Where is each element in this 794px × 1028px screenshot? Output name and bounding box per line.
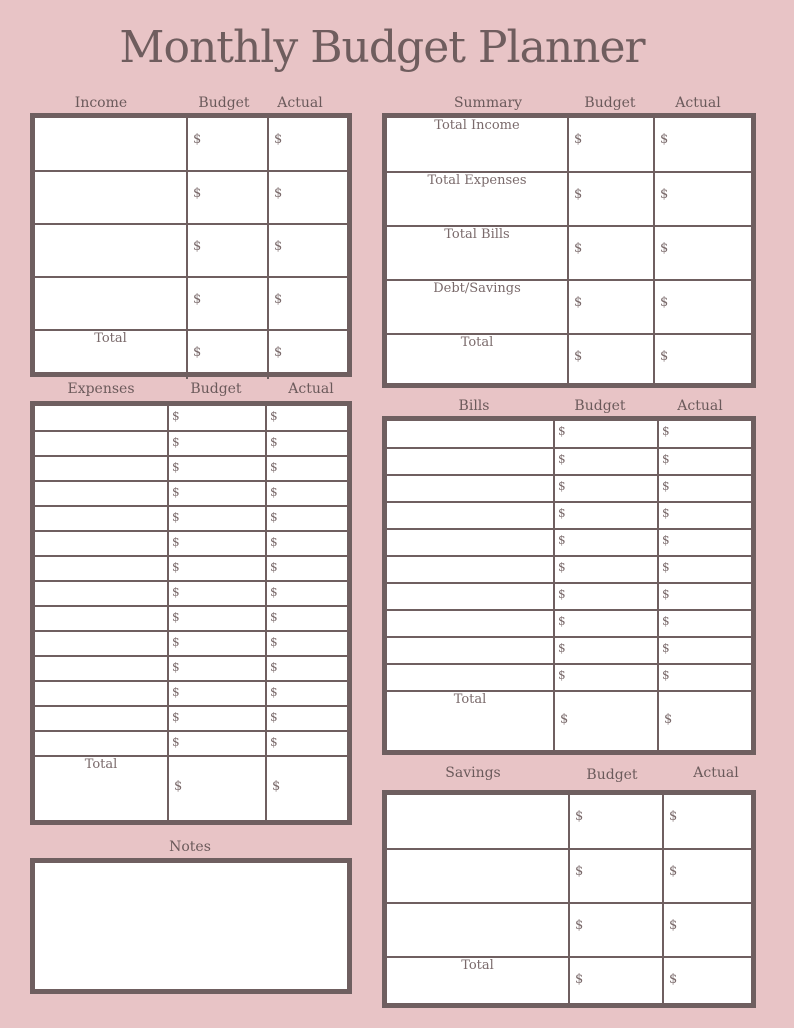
- bills-header: Bills: [458, 398, 490, 414]
- expenses-budget-cell[interactable]: [168, 531, 266, 556]
- expenses-actual-cell[interactable]: [266, 656, 347, 681]
- currency-symbol: $: [274, 186, 283, 201]
- savings-table: [382, 790, 756, 1008]
- currency-symbol: $: [270, 535, 278, 549]
- income-budget-header: Budget: [198, 95, 250, 111]
- bills-row: [387, 583, 751, 610]
- expenses-item-cell[interactable]: [35, 481, 168, 506]
- expenses-budget-cell[interactable]: [168, 481, 266, 506]
- income-item-cell[interactable]: [35, 224, 187, 277]
- expenses-actual-cell[interactable]: [266, 456, 347, 481]
- currency-symbol: $: [270, 409, 278, 423]
- bills-item-cell[interactable]: [387, 448, 554, 475]
- currency-symbol: $: [270, 635, 278, 649]
- bills-item-cell[interactable]: [387, 529, 554, 556]
- expenses-item-cell[interactable]: [35, 681, 168, 706]
- expenses-row: [35, 606, 347, 631]
- savings-actual-header: Actual: [693, 765, 739, 781]
- expenses-budget-cell[interactable]: [168, 606, 266, 631]
- bills-total-label: Total: [387, 691, 554, 753]
- currency-symbol: $: [662, 533, 670, 547]
- summary-budget-cell[interactable]: [568, 118, 654, 172]
- summary-actual-cell[interactable]: [654, 280, 751, 334]
- currency-symbol: $: [575, 918, 584, 933]
- currency-symbol: $: [662, 424, 670, 438]
- expenses-budget-cell[interactable]: [168, 456, 266, 481]
- savings-actual-cell[interactable]: [663, 795, 751, 849]
- currency-symbol: $: [270, 585, 278, 599]
- savings-actual-cell[interactable]: [663, 849, 751, 903]
- bills-actual-cell[interactable]: [658, 610, 751, 637]
- currency-symbol: $: [574, 241, 583, 256]
- currency-symbol: $: [662, 668, 670, 682]
- currency-symbol: $: [172, 409, 180, 423]
- summary-total-row: [387, 334, 751, 384]
- notes-box[interactable]: [30, 858, 352, 994]
- income-item-cell[interactable]: [35, 277, 187, 330]
- expenses-table: [30, 401, 352, 825]
- currency-symbol: $: [172, 535, 180, 549]
- page-title: Monthly Budget Planner: [119, 22, 645, 73]
- savings-header: Savings: [445, 765, 501, 781]
- savings-budget-cell[interactable]: [569, 903, 663, 957]
- expenses-row: [35, 581, 347, 606]
- currency-symbol: $: [662, 587, 670, 601]
- bills-item-cell[interactable]: [387, 421, 554, 448]
- currency-symbol: $: [558, 614, 566, 628]
- currency-symbol: $: [575, 864, 584, 879]
- bills-budget-cell[interactable]: [554, 610, 658, 637]
- income-budget-cell[interactable]: [187, 224, 268, 277]
- currency-symbol: $: [270, 735, 278, 749]
- currency-symbol: $: [664, 712, 673, 727]
- summary-budget-cell[interactable]: [568, 226, 654, 280]
- savings-actual-cell[interactable]: [663, 903, 751, 957]
- summary-row: [387, 226, 751, 280]
- currency-symbol: $: [172, 585, 180, 599]
- expenses-item-cell[interactable]: [35, 731, 168, 756]
- currency-symbol: $: [660, 187, 669, 202]
- currency-symbol: $: [274, 345, 283, 360]
- income-total-budget-cell[interactable]: [187, 330, 268, 379]
- currency-symbol: $: [172, 510, 180, 524]
- summary-actual-header: Actual: [675, 95, 721, 111]
- bills-item-cell[interactable]: [387, 637, 554, 664]
- savings-budget-header: Budget: [586, 767, 638, 783]
- bills-budget-header: Budget: [574, 398, 626, 414]
- bills-budget-cell[interactable]: [554, 448, 658, 475]
- currency-symbol: $: [560, 712, 569, 727]
- expenses-budget-cell[interactable]: [168, 506, 266, 531]
- summary-total-actual-cell[interactable]: [654, 334, 751, 384]
- currency-symbol: $: [669, 864, 678, 879]
- expenses-item-cell[interactable]: [35, 506, 168, 531]
- expenses-row: [35, 681, 347, 706]
- expenses-row: [35, 406, 347, 431]
- summary-row: [387, 172, 751, 226]
- expenses-row: [35, 481, 347, 506]
- expenses-actual-cell[interactable]: [266, 431, 347, 456]
- expenses-actual-cell[interactable]: [266, 506, 347, 531]
- income-actual-cell[interactable]: [268, 118, 347, 171]
- income-budget-cell[interactable]: [187, 171, 268, 224]
- currency-symbol: $: [662, 614, 670, 628]
- summary-item-cell: Total Expenses: [387, 172, 568, 226]
- income-header: Income: [74, 95, 128, 111]
- currency-symbol: $: [660, 349, 669, 364]
- bills-actual-cell[interactable]: [658, 448, 751, 475]
- bills-budget-cell[interactable]: [554, 475, 658, 502]
- savings-total-budget-cell[interactable]: [569, 957, 663, 1003]
- expenses-actual-cell[interactable]: [266, 681, 347, 706]
- currency-symbol: $: [662, 560, 670, 574]
- bills-actual-cell[interactable]: [658, 529, 751, 556]
- savings-item-cell[interactable]: [387, 849, 569, 903]
- summary-actual-cell[interactable]: [654, 226, 751, 280]
- expenses-budget-cell[interactable]: [168, 631, 266, 656]
- bills-item-cell[interactable]: [387, 583, 554, 610]
- summary-header: Summary: [453, 95, 523, 111]
- summary-row: [387, 118, 751, 172]
- bills-actual-cell[interactable]: [658, 475, 751, 502]
- savings-row: [387, 903, 751, 957]
- expenses-row: [35, 431, 347, 456]
- currency-symbol: $: [270, 560, 278, 574]
- currency-symbol: $: [270, 660, 278, 674]
- currency-symbol: $: [662, 641, 670, 655]
- expenses-budget-cell[interactable]: [168, 681, 266, 706]
- currency-symbol: $: [172, 635, 180, 649]
- expenses-actual-cell[interactable]: [266, 581, 347, 606]
- savings-total-actual-cell[interactable]: [663, 957, 751, 1003]
- expenses-total-label: Total: [35, 756, 168, 820]
- bills-item-cell[interactable]: [387, 610, 554, 637]
- currency-symbol: $: [660, 295, 669, 310]
- summary-total-label: Total: [387, 334, 568, 384]
- currency-symbol: $: [270, 435, 278, 449]
- expenses-actual-cell[interactable]: [266, 481, 347, 506]
- currency-symbol: $: [172, 560, 180, 574]
- currency-symbol: $: [558, 668, 566, 682]
- savings-total-row: [387, 957, 751, 1003]
- currency-symbol: $: [662, 506, 670, 520]
- bills-budget-cell[interactable]: [554, 529, 658, 556]
- income-item-cell[interactable]: [35, 171, 187, 224]
- savings-budget-cell[interactable]: [569, 795, 663, 849]
- income-row: [35, 277, 347, 330]
- currency-symbol: $: [669, 972, 678, 987]
- savings-row: [387, 795, 751, 849]
- income-total-actual-cell[interactable]: [268, 330, 347, 379]
- summary-table: [382, 113, 756, 388]
- bills-row: [387, 637, 751, 664]
- bills-item-cell[interactable]: [387, 556, 554, 583]
- currency-symbol: $: [172, 460, 180, 474]
- income-total-row: [35, 330, 347, 379]
- income-budget-cell[interactable]: [187, 118, 268, 171]
- expenses-actual-cell[interactable]: [266, 631, 347, 656]
- bills-row: [387, 556, 751, 583]
- bills-actual-cell[interactable]: [658, 637, 751, 664]
- expenses-actual-cell[interactable]: [266, 556, 347, 581]
- bills-row: [387, 502, 751, 529]
- bills-row: [387, 448, 751, 475]
- savings-budget-cell[interactable]: [569, 849, 663, 903]
- expenses-item-cell[interactable]: [35, 631, 168, 656]
- bills-total-row: [387, 691, 751, 753]
- bills-table: [382, 416, 756, 755]
- income-actual-cell[interactable]: [268, 224, 347, 277]
- currency-symbol: $: [270, 685, 278, 699]
- expenses-budget-cell[interactable]: [168, 706, 266, 731]
- bills-budget-cell[interactable]: [554, 664, 658, 691]
- expenses-total-actual-cell[interactable]: [266, 756, 347, 820]
- savings-row: [387, 849, 751, 903]
- summary-budget-header: Budget: [584, 95, 636, 111]
- bills-budget-cell[interactable]: [554, 556, 658, 583]
- currency-symbol: $: [558, 533, 566, 547]
- currency-symbol: $: [662, 479, 670, 493]
- bills-item-cell[interactable]: [387, 502, 554, 529]
- currency-symbol: $: [574, 349, 583, 364]
- currency-symbol: $: [575, 809, 584, 824]
- expenses-budget-cell[interactable]: [168, 581, 266, 606]
- currency-symbol: $: [558, 641, 566, 655]
- currency-symbol: $: [274, 292, 283, 307]
- currency-symbol: $: [272, 779, 281, 794]
- currency-symbol: $: [193, 292, 202, 307]
- income-item-cell[interactable]: [35, 118, 187, 171]
- expenses-budget-cell[interactable]: [168, 556, 266, 581]
- summary-item-cell: Debt/Savings: [387, 280, 568, 334]
- currency-symbol: $: [574, 132, 583, 147]
- bills-actual-header: Actual: [677, 398, 723, 414]
- currency-symbol: $: [660, 132, 669, 147]
- bills-total-budget-cell[interactable]: [554, 691, 658, 753]
- expenses-row: [35, 531, 347, 556]
- expenses-row: [35, 706, 347, 731]
- bills-budget-cell[interactable]: [554, 637, 658, 664]
- savings-total-label: Total: [387, 957, 569, 1003]
- currency-symbol: $: [270, 710, 278, 724]
- expenses-total-row: [35, 756, 347, 820]
- expenses-item-cell[interactable]: [35, 706, 168, 731]
- bills-row: [387, 664, 751, 691]
- currency-symbol: $: [270, 610, 278, 624]
- expenses-row: [35, 656, 347, 681]
- income-total-label: Total: [35, 330, 187, 379]
- expenses-budget-cell[interactable]: [168, 406, 266, 431]
- currency-symbol: $: [558, 587, 566, 601]
- expenses-actual-cell[interactable]: [266, 706, 347, 731]
- currency-symbol: $: [270, 510, 278, 524]
- expenses-actual-cell[interactable]: [266, 406, 347, 431]
- expenses-actual-header: Actual: [288, 381, 334, 397]
- bills-row: [387, 610, 751, 637]
- currency-symbol: $: [270, 485, 278, 499]
- expenses-header: Expenses: [67, 381, 135, 397]
- bills-row: [387, 475, 751, 502]
- currency-symbol: $: [172, 435, 180, 449]
- summary-item-cell: Total Bills: [387, 226, 568, 280]
- expenses-item-cell[interactable]: [35, 606, 168, 631]
- currency-symbol: $: [574, 187, 583, 202]
- summary-row: [387, 280, 751, 334]
- expenses-budget-cell[interactable]: [168, 431, 266, 456]
- bills-row: [387, 421, 751, 448]
- expenses-row: [35, 456, 347, 481]
- currency-symbol: $: [193, 132, 202, 147]
- bills-actual-cell[interactable]: [658, 583, 751, 610]
- currency-symbol: $: [270, 460, 278, 474]
- savings-item-cell[interactable]: [387, 903, 569, 957]
- expenses-actual-cell[interactable]: [266, 606, 347, 631]
- expenses-row: [35, 631, 347, 656]
- currency-symbol: $: [558, 506, 566, 520]
- income-actual-header: Actual: [277, 95, 323, 111]
- bills-item-cell[interactable]: [387, 664, 554, 691]
- currency-symbol: $: [669, 809, 678, 824]
- income-actual-cell[interactable]: [268, 171, 347, 224]
- bills-actual-cell[interactable]: [658, 421, 751, 448]
- expenses-budget-cell[interactable]: [168, 731, 266, 756]
- currency-symbol: $: [660, 241, 669, 256]
- currency-symbol: $: [558, 560, 566, 574]
- summary-total-budget-cell[interactable]: [568, 334, 654, 384]
- currency-symbol: $: [274, 239, 283, 254]
- expenses-item-cell[interactable]: [35, 431, 168, 456]
- notes-header: Notes: [169, 839, 211, 855]
- currency-symbol: $: [172, 485, 180, 499]
- income-row: [35, 118, 347, 171]
- currency-symbol: $: [558, 424, 566, 438]
- bills-row: [387, 529, 751, 556]
- currency-symbol: $: [662, 452, 670, 466]
- currency-symbol: $: [172, 735, 180, 749]
- bills-actual-cell[interactable]: [658, 556, 751, 583]
- expenses-actual-cell[interactable]: [266, 731, 347, 756]
- summary-budget-cell[interactable]: [568, 280, 654, 334]
- currency-symbol: $: [558, 452, 566, 466]
- currency-symbol: $: [193, 345, 202, 360]
- bills-total-actual-cell[interactable]: [658, 691, 751, 753]
- currency-symbol: $: [193, 239, 202, 254]
- expenses-item-cell[interactable]: [35, 581, 168, 606]
- currency-symbol: $: [172, 685, 180, 699]
- summary-item-cell: Total Income: [387, 118, 568, 172]
- bills-actual-cell[interactable]: [658, 664, 751, 691]
- income-actual-cell[interactable]: [268, 277, 347, 330]
- bills-budget-cell[interactable]: [554, 502, 658, 529]
- currency-symbol: $: [274, 132, 283, 147]
- bills-budget-cell[interactable]: [554, 421, 658, 448]
- expenses-item-cell[interactable]: [35, 556, 168, 581]
- expenses-actual-cell[interactable]: [266, 531, 347, 556]
- expenses-item-cell[interactable]: [35, 456, 168, 481]
- savings-item-cell[interactable]: [387, 795, 569, 849]
- bills-item-cell[interactable]: [387, 475, 554, 502]
- income-row: [35, 171, 347, 224]
- currency-symbol: $: [575, 972, 584, 987]
- currency-symbol: $: [174, 779, 183, 794]
- expenses-total-budget-cell[interactable]: [168, 756, 266, 820]
- expenses-budget-cell[interactable]: [168, 656, 266, 681]
- expenses-item-cell[interactable]: [35, 656, 168, 681]
- currency-symbol: $: [558, 479, 566, 493]
- expenses-budget-header: Budget: [190, 381, 242, 397]
- expenses-item-cell[interactable]: [35, 531, 168, 556]
- expenses-row: [35, 506, 347, 531]
- bills-budget-cell[interactable]: [554, 583, 658, 610]
- summary-actual-cell[interactable]: [654, 118, 751, 172]
- expenses-item-cell[interactable]: [35, 406, 168, 431]
- expenses-row: [35, 731, 347, 756]
- summary-budget-cell[interactable]: [568, 172, 654, 226]
- income-table: [30, 113, 352, 377]
- income-row: [35, 224, 347, 277]
- currency-symbol: $: [172, 660, 180, 674]
- currency-symbol: $: [193, 186, 202, 201]
- currency-symbol: $: [574, 295, 583, 310]
- currency-symbol: $: [172, 610, 180, 624]
- summary-actual-cell[interactable]: [654, 172, 751, 226]
- currency-symbol: $: [172, 710, 180, 724]
- income-budget-cell[interactable]: [187, 277, 268, 330]
- currency-symbol: $: [669, 918, 678, 933]
- expenses-row: [35, 556, 347, 581]
- bills-actual-cell[interactable]: [658, 502, 751, 529]
